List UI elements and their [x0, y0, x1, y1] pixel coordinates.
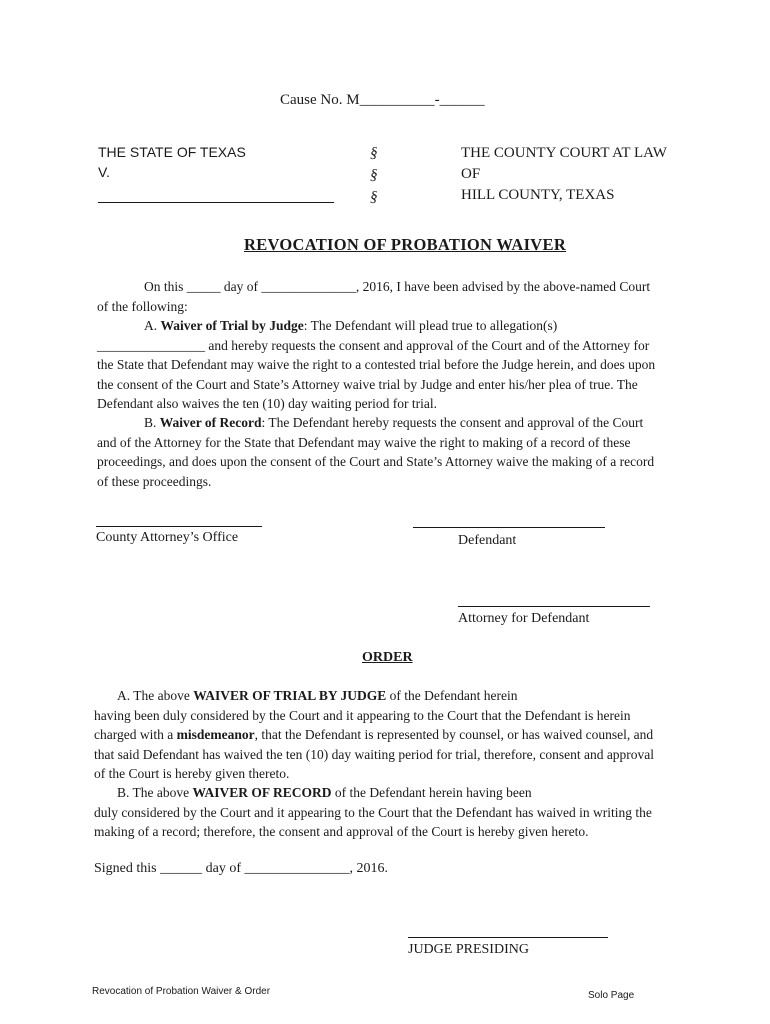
defendant-name-line — [98, 202, 334, 203]
caption-county: HILL COUNTY, TEXAS — [461, 187, 615, 203]
order-trial-text: charged with a — [94, 727, 177, 742]
order-record-prefix: B. The above — [117, 785, 193, 800]
order-record-line: making of a record; therefore, the consent and approval of the Court is hereby given hereto. — [94, 824, 589, 839]
attorney-label: Attorney for Defendant — [458, 611, 590, 626]
county-attorney-label: County Attorney’s Office — [96, 530, 239, 545]
caption-party-state: THE STATE OF TEXAS — [98, 144, 246, 160]
signed-date-line: Signed this ______ day of _______________, 2016. — [94, 861, 388, 876]
waiver-record-prefix: B. — [144, 415, 160, 430]
waiver-record-first-line — [97, 413, 677, 433]
judge-label: JUDGE PRESIDING — [408, 942, 529, 957]
order-trial-paragraph — [94, 686, 674, 784]
waiver-trial-heading: Waiver of Trial by Judge — [160, 318, 304, 333]
intro-line: of the following: — [97, 298, 188, 314]
order-trial-text: , that the Defendant is represented by counsel, or has waived counsel, and — [254, 727, 654, 742]
waiver-trial-paragraph — [97, 316, 677, 414]
section-symbol: § — [370, 145, 378, 161]
caption-versus: V. — [98, 164, 110, 180]
order-trial-text: of the Defendant herein — [386, 688, 518, 703]
defendant-label: Defendant — [458, 533, 517, 548]
order-record-first-line — [94, 783, 674, 803]
waiver-record-paragraph — [97, 413, 677, 491]
caption-court: THE COUNTY COURT AT LAW — [461, 145, 667, 161]
footer-page-label: Solo Page — [588, 990, 635, 1001]
order-trial-line-misdemeanor — [94, 725, 674, 745]
waiver-record-line: and of the Attorney for the State that Defendant may waive the right to making of a record of these — [97, 434, 631, 450]
caption-of: OF — [461, 166, 481, 182]
waiver-trial-line: the consent of the Court and State’s Attorney waive trial by Judge and enter his/her plea of true. The — [97, 376, 638, 392]
misdemeanor-term: misdemeanor — [176, 727, 255, 742]
judge-signature-line — [408, 937, 608, 938]
attorney-signature-line — [458, 606, 650, 607]
waiver-trial-line: the State that Defendant may waive the right to a contested trial before the Judge herein, and does upon — [97, 357, 656, 372]
order-trial-line: having been duly considered by the Court and it appearing to the Court that the Defendant is herein — [94, 707, 631, 723]
order-trial-prefix: A. The above — [117, 688, 194, 703]
waiver-trial-line: Defendant also waives the ten (10) day waiting period for trial. — [97, 396, 438, 411]
order-record-paragraph — [94, 783, 674, 842]
waiver-record-heading: Waiver of Record — [159, 415, 262, 430]
waiver-trial-prefix: A. — [144, 318, 161, 333]
intro-line: On this _____ day of ______________, 2016, I have been advised by the above-named Court — [144, 279, 651, 294]
waiver-trial-line: ________________ and hereby requests the consent and approval of the Court and of the Attorney for — [97, 337, 650, 353]
footer-document-name: Revocation of Probation Waiver & Order — [92, 986, 271, 997]
section-symbol: § — [370, 167, 378, 183]
order-trial-heading: WAIVER OF TRIAL BY JUDGE — [193, 688, 387, 703]
county-attorney-signature-line — [96, 526, 262, 527]
section-symbol: § — [370, 189, 378, 205]
order-record-heading: WAIVER OF RECORD — [192, 785, 332, 800]
waiver-record-line: of these proceedings. — [97, 473, 212, 489]
intro-paragraph — [97, 277, 677, 316]
cause-number: Cause No. M__________-______ — [280, 92, 485, 108]
waiver-trial-first-line — [97, 316, 677, 336]
waiver-record-text: : The Defendant hereby requests the consent and approval of the Court — [261, 415, 644, 430]
waiver-record-line: proceedings, and does upon the consent of the Court and State’s Attorney waive the making of a record — [97, 454, 655, 469]
order-trial-first-line — [94, 686, 674, 706]
order-trial-line: of the Court is hereby given thereto. — [94, 766, 290, 781]
order-record-line: duly considered by the Court and it appearing to the Court that the Defendant has waived in writing the — [94, 804, 652, 820]
order-record-text: of the Defendant herein having been — [331, 785, 532, 800]
document-title: REVOCATION OF PROBATION WAIVER — [244, 235, 567, 254]
order-trial-line: that said Defendant has waived the ten (10) day waiting period for trial, therefore, consent and approval — [94, 746, 655, 762]
defendant-signature-line — [413, 527, 605, 528]
waiver-trial-text: : The Defendant will plead true to allegation(s) — [303, 318, 558, 333]
order-title: ORDER — [362, 650, 413, 665]
